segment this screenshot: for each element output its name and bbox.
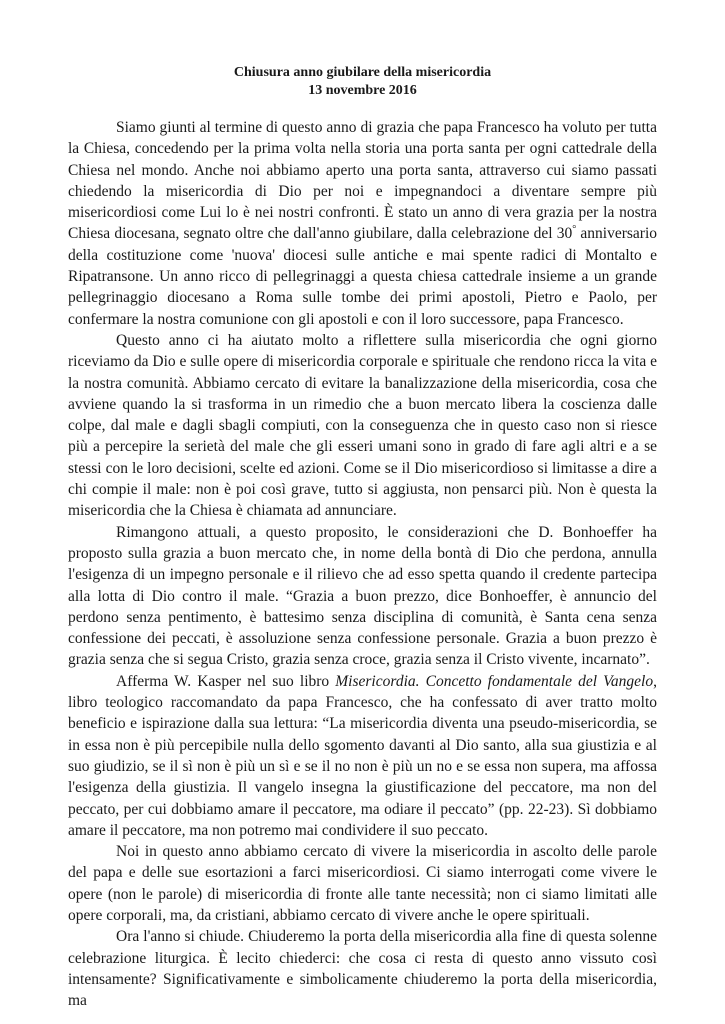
- paragraph-2: Questo anno ci ha aiutato molto a riflettere sulla misericordia che ogni giorno riceviamo da Dio e sulle opere di misericordia corporale e spirituale che rendono ricca la vita e la nostra comunità. Abbiamo cercato di evitare la banalizzazione della misericordia, cosa che avviene quando la si trasforma in un rimedio che a buon mercato libera la coscienza dalle colpe, dal male e dagli sbagli compiuti, con la conseguenza che in questo caso non si riesce più a percepire la serietà del male che gli esseri umani sono in grado di fare agli altri e a se stessi con le loro decisioni, scelte ed azioni. Come se il Dio misericordioso si limitasse a dire a chi compie il male: non è poi così grave, tutto si aggiusta, non pensarci più. Non è questa la misericordia che la Chiesa è chiamata ad annunciare.: [68, 331, 657, 520]
- paragraph-1-text-after: anniversario della costituzione come 'nuova' diocesi sulle antiche e mai spente radici di Montalto e Ripatransone. Un anno ricco di pellegrinaggi a questa chiesa cattedrale insieme a un grande pellegrinaggio diocesano a Roma sulle tombe dei primi apostoli, Pietro e Paolo, per confermare la nostra comunione con gli apostoli e con il loro successore, papa Francesco.: [68, 225, 658, 328]
- document-page: [68, 64, 657, 1011]
- paragraph-6: Ora l'anno si chiude. Chiuderemo la porta della misericordia alla fine di questa solenne celebrazione liturgica. È lecito chiederci: che cosa ci resta di questo anno vissuto così intensamente? Significativamente e simbolicamente chiuderemo la porta della misericordia, ma: [68, 928, 657, 1010]
- paragraph-5: Noi in questo anno abbiamo cercato di vivere la misericordia in ascolto delle parole del papa e delle sue esortazioni a farci misericordiosi. Ci siamo interrogati come vivere le opere (non le parole) di misericordia di fronte alle tante necessità; non ci siamo limitati alle opere corporali, ma, da cristiani, abbiamo cercato di vivere anche le opere spirituali.: [68, 843, 657, 924]
- paragraph-1: [68, 117, 657, 330]
- document-title: Chiusura anno giubilare della misericordia: [233, 65, 492, 80]
- document-date: 13 novembre 2016: [308, 83, 417, 98]
- paragraph-3: Rimangono attuali, a questo proposito, le considerazioni che D. Bonhoeffer ha proposto sulla grazia a buon mercato che, in nome della bontà di Dio che perdona, annulla l'esigenza di un impegno personale e il rilievo che ad esso spetta quando il credente partecipa alla lotta di Dio contro il male. “Grazia a buon prezzo, dice Bonhoeffer, è annuncio del perdono senza pentimento, è battesimo senza disciplina di comunità, è Santa cena senza confessione dei peccati, è assoluzione senza confessione personale. Grazia a buon prezzo è grazia senza che si segua Cristo, grazia senza croce, grazia senza il Cristo vivente, incarnato”.: [68, 523, 657, 669]
- book-title: Misericordia. Concetto fondamentale del Vangelo: [335, 672, 654, 690]
- document-header: [68, 64, 657, 100]
- paragraph-4-text: , libro teologico raccomandato da papa Francesco, che ha confessato di aver tratto molto beneficio e ispirazione dalla sua lettura: “La misericordia diventa una pseudo-misericordia, se in essa non è più percepibile nulla dello sgomento davanti al Dio santo, alla sua giustizia e al suo giudizio, se il sì non è più un sì e se il no non è più un no e se essa non supera, ma affossa l'esigenza della giustizia. Il vangelo insegna la giustificazione del peccatore, ma non del peccato, per cui dobbiamo amare il peccatore, ma odiare il peccato” (pp. 22-23). Sì dobbiamo amare il peccatore, ma non potremo mai condividere il suo peccato.: [68, 672, 657, 839]
- paragraph-1-text: Siamo giunti al termine di questo anno di grazia che papa Francesco ha voluto per tutta la Chiesa, concedendo per la prima volta nella storia una porta santa per ogni cattedrale della Chiesa nel mondo. Anche noi abbiamo aperto una porta santa, attraverso cui siamo passati chiedendo la misericordia di Dio per noi e impegnandoci a diventare sempre più misericordiosi come Lui lo è nei nostri confronti. È stato un anno di vera grazia per la nostra Chiesa diocesana, segnato oltre che dall'anno giubilare, dalla celebrazione del 30: [68, 119, 657, 243]
- paragraph-4-intro: Afferma W. Kasper nel suo libro: [116, 672, 336, 690]
- degree-sign: °: [572, 224, 577, 236]
- paragraph-4: [68, 671, 657, 841]
